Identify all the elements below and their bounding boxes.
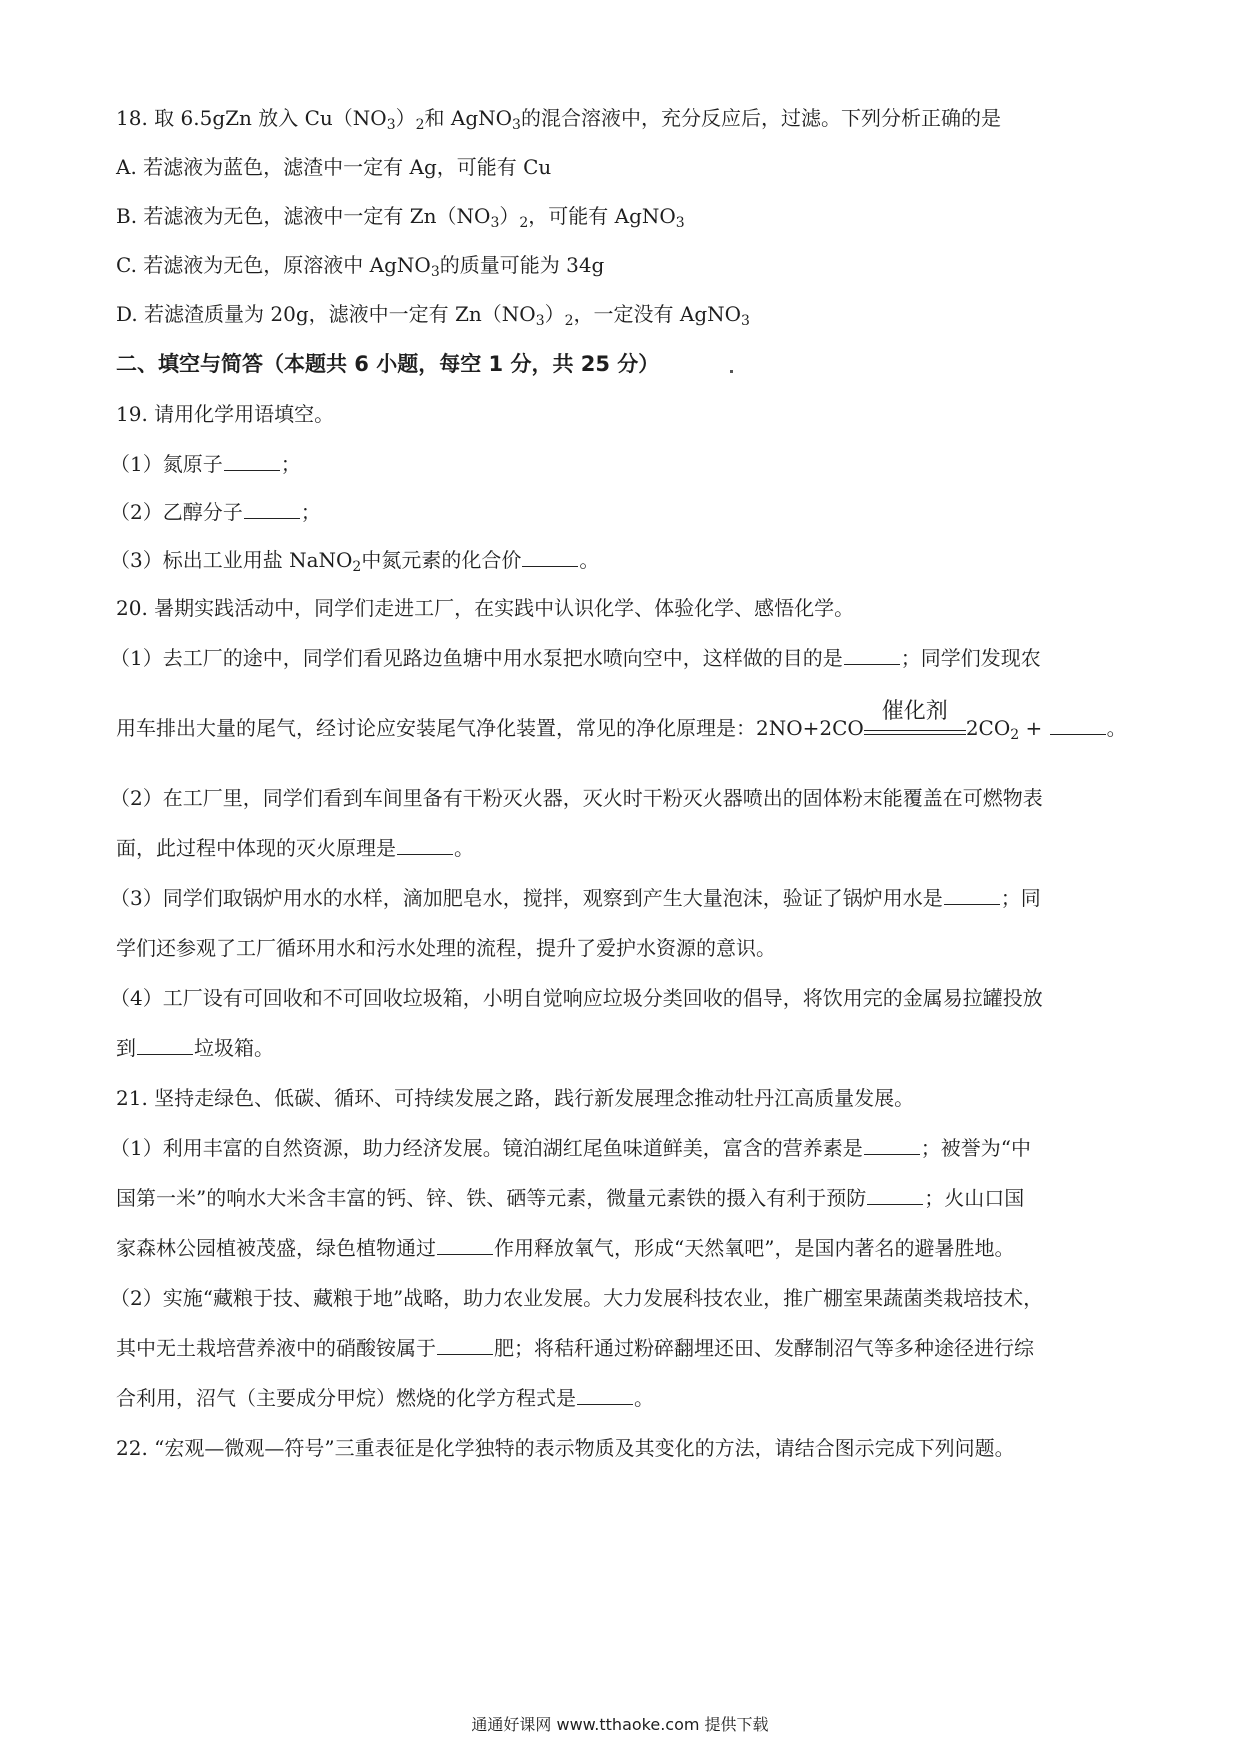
q18-stem: 18. 取 6.5gZn 放入 $Cu(NO_3)_2$和 AgNO$_3$的混合溶液中，充分反应后，过滤。下列分析正确的是 [116, 106, 1001, 133]
q20-part2-line2: 面，此过程中体现的灭火原理是 。 [116, 836, 474, 860]
q18-option-d: D. 若滤渣质量为 20g，滤液中一定有 $Zn(NO_3)_2$，一定没有 AgNO$_3$ [116, 302, 750, 329]
answer-blank[interactable] [1050, 716, 1106, 735]
q21-stem: 21. 坚持走绿色、低碳、循环、可持续发展之路，践行新发展理念推动牡丹江高质量发展。 [116, 1086, 915, 1110]
stray-dot [730, 370, 733, 373]
catalyst-equals-sign: 催化剂 [864, 726, 966, 735]
q18-option-c: C. 若滤液为无色，原溶液中 AgNO$_3$的质量可能为 34g [116, 253, 605, 280]
section-heading: 二、填空与简答（本题共 6 小题，每空 1 分，共 25 分） [116, 352, 660, 376]
answer-blank[interactable] [867, 1186, 923, 1205]
q19-stem: 19. 请用化学用语填空。 [116, 402, 335, 426]
q21-part2-line1: （2）实施“藏粮于技、藏粮于地”战略，助力农业发展。大力发展科技农业，推广棚室果蔬菌类栽培技术， [110, 1286, 1044, 1310]
answer-blank[interactable] [944, 886, 1000, 905]
q21-part1-line1: （1）利用丰富的自然资源，助力经济发展。镜泊湖红尾鱼味道鲜美，富含的营养素是 ；被誉为“中 [110, 1136, 1031, 1160]
answer-blank[interactable] [577, 1386, 633, 1405]
q18-option-b: B. 若滤液为无色，滤液中一定有 $Zn(NO_3)_2$，可能有 AgNO$_3$ [116, 204, 685, 231]
q20-part4-line2: 到 垃圾箱。 [116, 1036, 274, 1060]
q21-part2-line3: 合利用，沼气（主要成分甲烷）燃烧的化学方程式是 。 [116, 1386, 654, 1410]
answer-blank[interactable] [437, 1236, 493, 1255]
q21-part2-line2: 其中无土栽培营养液中的硝酸铵属于 肥；将秸秆通过粉碎翻埋还田、发酵制沼气等多种途径进行综 [116, 1336, 1034, 1360]
q19-part3: （3）标出工业用盐 NaNO$_2$中氮元素的化合价 。 [110, 548, 600, 575]
page-footer: 通通好课网 www.tthaoke.com 提供下载 [471, 1715, 769, 1734]
answer-blank[interactable] [397, 836, 453, 855]
q18-option-a: A. 若滤液为蓝色，滤渣中一定有 Ag，可能有 Cu [116, 155, 552, 179]
answer-blank[interactable] [224, 452, 280, 471]
answer-blank[interactable] [864, 1136, 920, 1155]
q20-stem: 20. 暑期实践活动中，同学们走进工厂，在实践中认识化学、体验化学、感悟化学。 [116, 596, 855, 620]
answer-blank[interactable] [137, 1036, 193, 1055]
answer-blank[interactable] [437, 1336, 493, 1355]
q21-part1-line2: 国第一米”的响水大米含丰富的钙、锌、铁、硒等元素，微量元素铁的摄入有利于预防 ；火山口国 [116, 1186, 1025, 1210]
q20-part3-line1: （3）同学们取锅炉用水的水样，滴加肥皂水，搅拌，观察到产生大量泡沫，验证了锅炉用水是 ；同 [110, 886, 1041, 910]
q20-part4-line1: （4）工厂设有可回收和不可回收垃圾箱，小明自觉响应垃圾分类回收的倡导，将饮用完的金属易拉罐投放 [110, 986, 1043, 1010]
q20-part3-line2: 学们还参观了工厂循环用水和污水处理的流程，提升了爱护水资源的意识。 [116, 936, 776, 960]
q19-part1: （1）氮原子 ； [110, 452, 301, 476]
q19-part2: （2）乙醇分子 ； [110, 500, 321, 524]
answer-blank[interactable] [522, 548, 578, 567]
answer-blank[interactable] [244, 500, 300, 519]
answer-blank[interactable] [844, 646, 900, 665]
q20-part1-line2: 用车排出大量的尾气，经讨论应安装尾气净化装置，常见的净化原理是：2NO+2CO 催化剂 $2CO_2$ + 。 [116, 699, 1127, 743]
q21-part1-line3: 家森林公园植被茂盛，绿色植物通过 作用释放氧气，形成“天然氧吧”，是国内著名的避暑胜地。 [116, 1236, 1015, 1260]
q20-part2-line1: （2）在工厂里，同学们看到车间里备有干粉灭火器，灭火时干粉灭火器喷出的固体粉末能覆盖在可燃物表 [110, 786, 1043, 810]
q20-part1-line1: （1）去工厂的途中，同学们看见路边鱼塘中用水泵把水喷向空中，这样做的目的是 ；同学们发现农 [110, 646, 1041, 670]
q22-stem: 22. “宏观—微观—符号”三重表征是化学独特的表示物质及其变化的方法，请结合图示完成下列问题。 [116, 1436, 1015, 1460]
